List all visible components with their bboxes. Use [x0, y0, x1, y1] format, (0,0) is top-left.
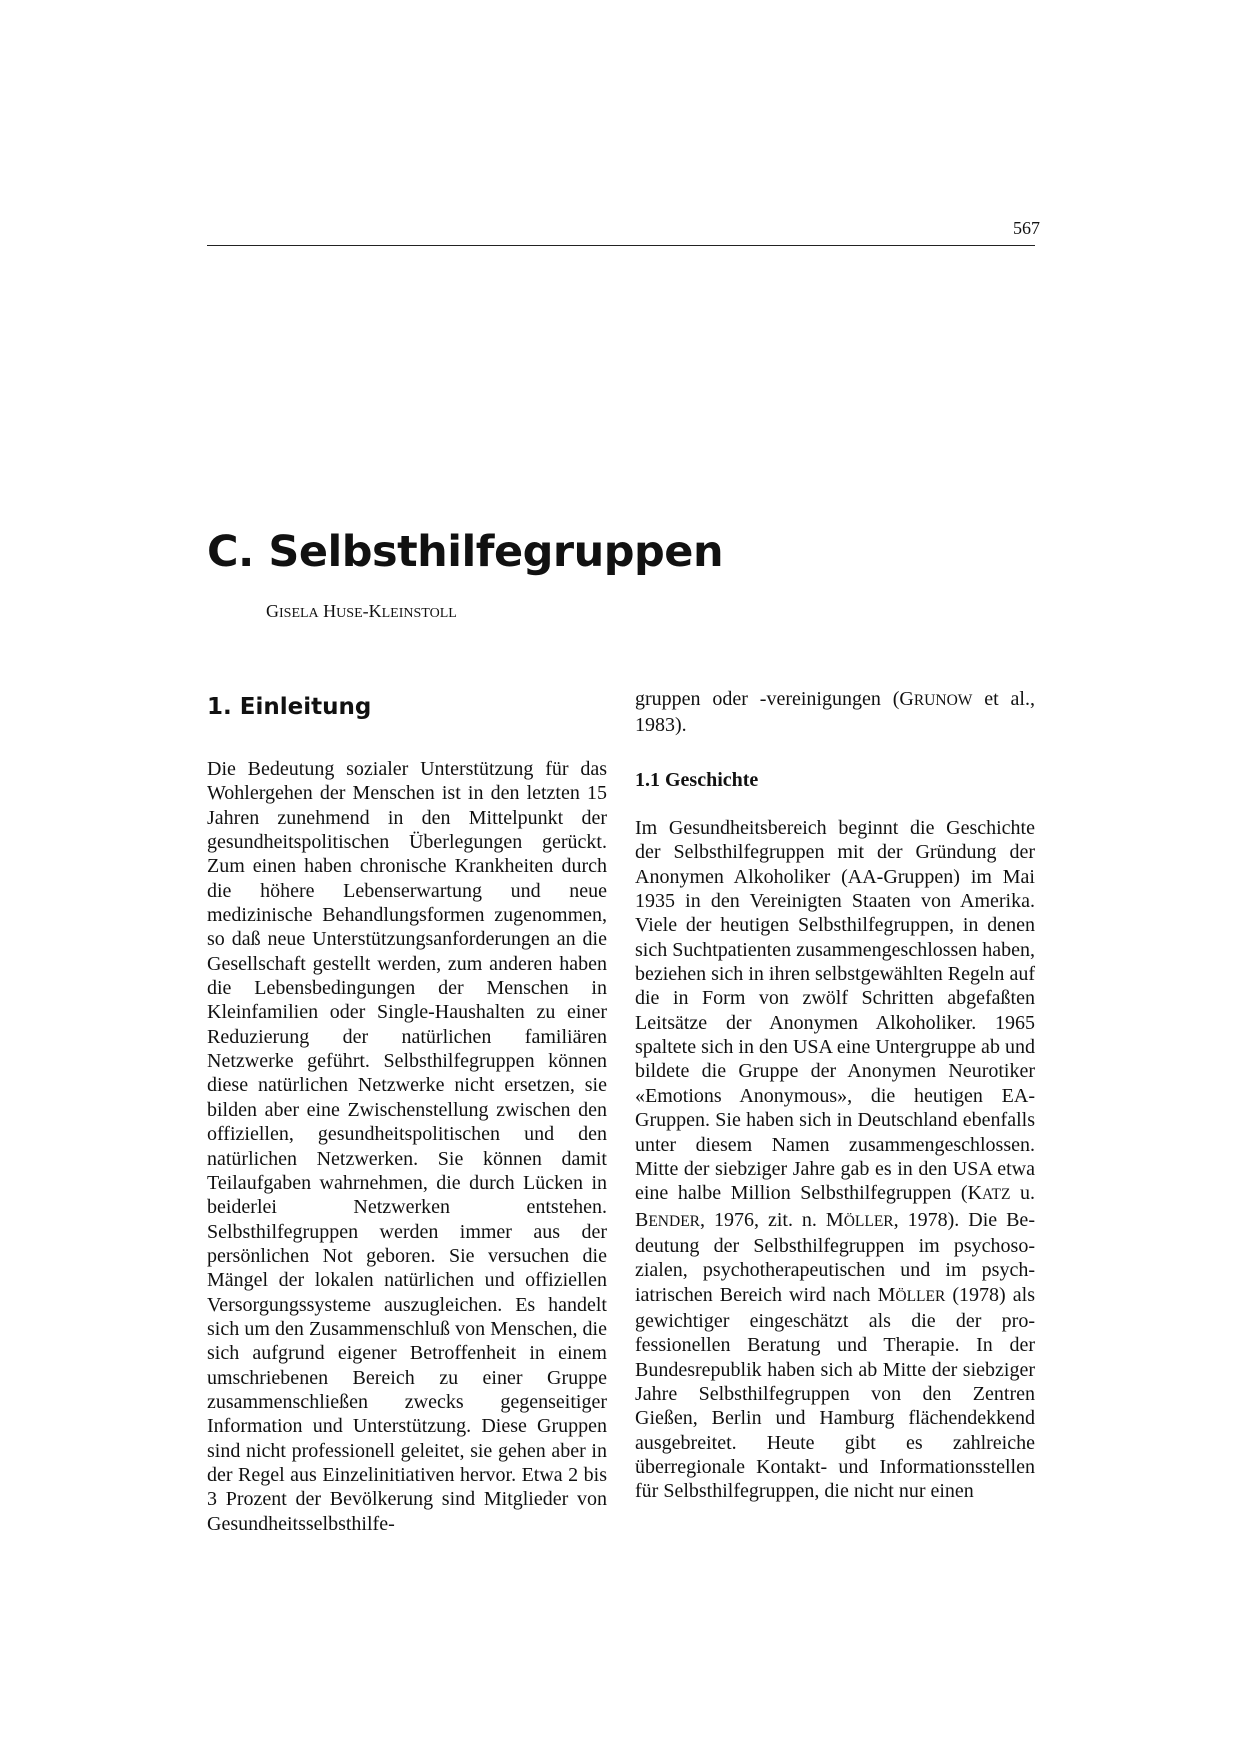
cite-initial-moller-1: M — [825, 1208, 844, 1231]
author-last-rest-1: USE — [336, 606, 363, 621]
cite-initial-katz: K — [967, 1182, 983, 1205]
right-column — [635, 687, 1035, 1504]
geschichte-text-3: , 1976, zit. n. — [700, 1208, 826, 1231]
geschichte-text-1: Im Gesundheitsbereich beginnt die Geschichte der Selbsthilfegruppen mit der Gründung der Anonymen Alkoholiker (AA-Gruppen) im Mai 1935 in den Vereinigten Staaten von Amerika. Viele der heutigen Selbsthilfegruppen, in denen sich Suchtpatienten zusammengeschlossen haben, beziehen sich in ihren selbstgewählten Regeln auf die in Form von zwölf Schritten abgefaßten Leitsätze der Anonymen Alkoholiker. 1965 spaltete sich in den USA eine Untergruppe ab und bildete die Gruppe der Anonymen Neurotiker «Emotions Anonymous», die heutigen EA-Gruppen. Sie haben sich in Deutschland ebenfalls unter diesem Namen zusammengeschlossen. Mitte der siebziger Jahre gab es in den USA etwa eine halbe Million Selbsthilfegruppen ( — [635, 817, 1035, 1205]
cite-initial-bender: B — [635, 1208, 649, 1231]
cite-rest-moller-1: ÖLLER — [843, 1212, 894, 1230]
cite-rest-katz: ATZ — [982, 1186, 1011, 1204]
author-last-initial-2: K — [368, 601, 382, 621]
geschichte-paragraph — [635, 816, 1035, 1504]
section-heading-einleitung: 1. Einleitung — [207, 694, 372, 720]
header-rule — [207, 245, 1035, 246]
cite-initial-grunow: G — [899, 688, 914, 710]
cite-rest-grunow: RUNOW — [913, 692, 973, 709]
author-name: GISELA HUSE-KLEINSTOLL — [266, 601, 457, 621]
author-last-rest-2: LEINSTOLL — [381, 606, 457, 621]
subsection-heading-geschichte: 1.1 Geschichte — [635, 768, 759, 791]
geschichte-text-2: u. — [1010, 1182, 1036, 1205]
cite-initial-moller-2: M — [877, 1283, 896, 1306]
einleitung-paragraph: Die Bedeutung sozialer Unterstützung für das Wohlergehen der Menschen ist in den letzten 15 Jahren zunehmend in den Mittelpunkt der gesundheitspolitischen Überlegungen gerückt. Zum einen haben chronische Krankheiten durch die höhere Lebenserwartung und neue medizinische Behandlungsformen zugenommen, so daß neue Unterstützungsanforderungen an die Gesellschaft gestellt werden, zum anderen haben die Lebensbedingungen der Menschen in Kleinfamilien oder Single-Haushalten zu einer Reduzierung der natürlichen familiären Netzwerke geführt. Selbsthilfegruppen können diese natürlichen Netzwerke nicht ersetzen, sie bilden aber eine Zwischenstellung zwischen den offiziellen, gesundheitspolitischen und den natürlichen Netzwerken. Sie können damit Teilaufgaben wahrnehmen, die durch Lücken in beiderlei Netzwerken entstehen. Selbsthilfegruppen werden immer aus der persönlichen Not geboren. Sie versuchen die Mängel der lokalen natürlichen und offiziellen Versorgungssysteme auszugleichen. Es handelt sich um den Zusammenschluß von Menschen, die sich aufgrund eigener Betroffenheit in einem umschriebenen Bereich zu einer Gruppe zusammenschließen zwecks gegenseitiger Information und Unterstützung. Diese Gruppen sind nicht professionell geleitet, sie gehen aber in der Regel aus Einzelinitiativen hervor. Etwa 2 bis 3 Prozent der Bevölkerung sind Mitglieder von Gesundheitsselbsthilfe- — [207, 758, 607, 1535]
einleitung-continuation — [635, 687, 1035, 738]
continuation-text-after: et al., 1983). — [635, 688, 1035, 737]
chapter-title: C. Selbsthilfegruppen — [207, 527, 724, 577]
left-column — [207, 692, 607, 1536]
cite-rest-bender: ENDER — [648, 1212, 701, 1230]
author-last-initial-1: H — [323, 601, 337, 621]
continuation-text-before: gruppen oder -vereinigungen ( — [635, 688, 900, 710]
page-number: 567 — [1013, 218, 1040, 238]
geschichte-text-5: (1978) als gewichtiger eingeschätzt als die der professionellen Beratung und Therapie. In der Bundesrepublik haben sich ab Mitte der siebziger Jahre Selbsthilfegruppen von den Zentren Gießen, Berlin und Hamburg flächendekkend ausgebreitet. Heute gibt es zahlreiche überregionale Kontakt- und Informationsstellen für Selbsthilfegruppen, die nicht nur einen — [635, 1283, 1035, 1503]
geschichte-text-4: , 1978). Die Bedeutung der Selbsthilfegruppen im psychosozialen, psychotherapeutischen und im psychiatrischen Bereich wird nach — [635, 1208, 1035, 1306]
author-first-initial: G — [266, 601, 279, 621]
cite-rest-moller-2: ÖLLER — [895, 1287, 946, 1305]
author-first-rest: ISELA — [279, 606, 319, 621]
